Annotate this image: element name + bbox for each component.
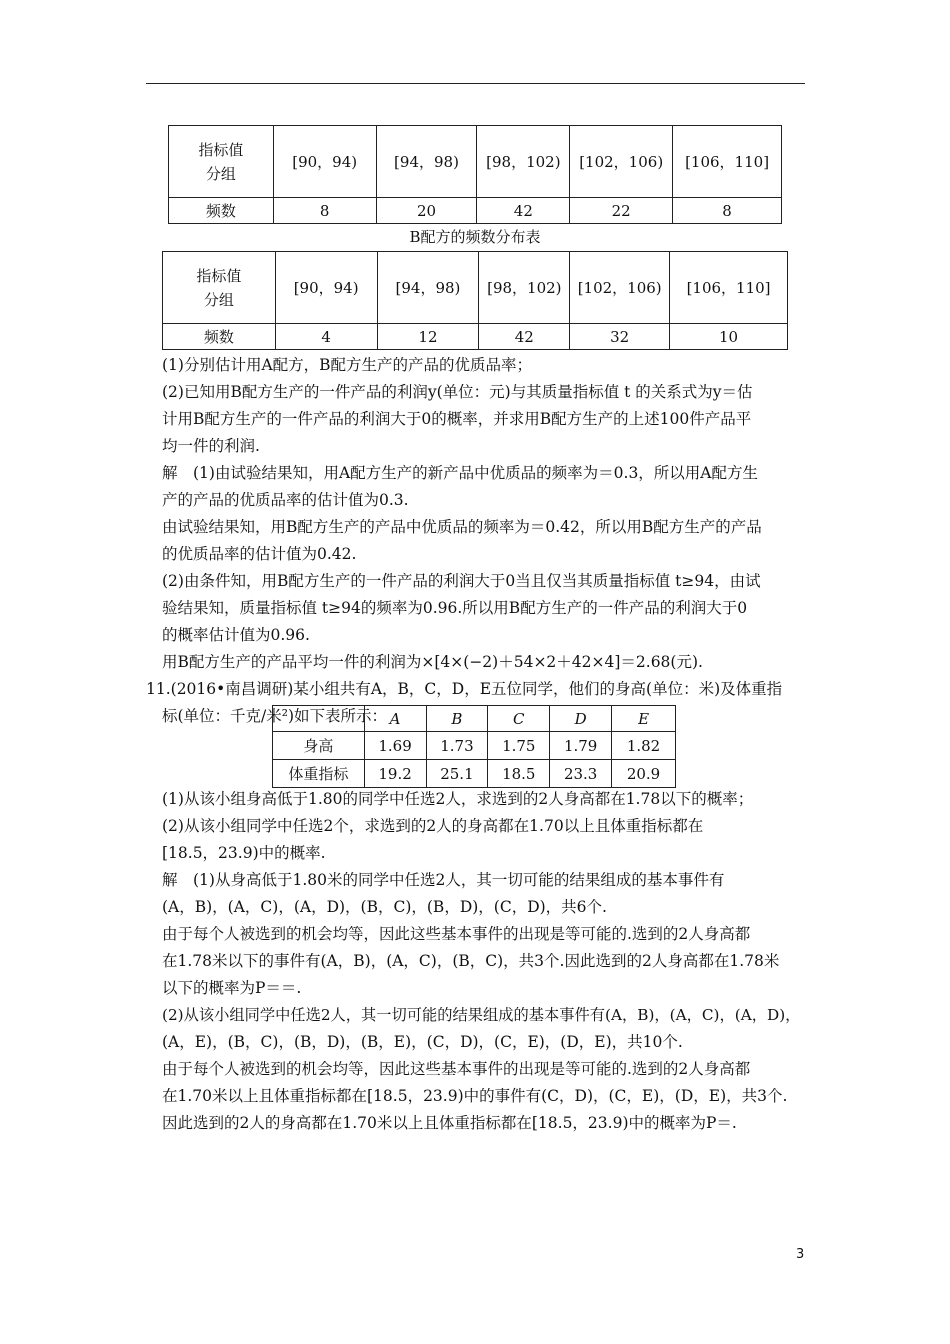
table-cell: 1.75 [488, 732, 550, 760]
text-line: 用B配方生产的产品平均一件的利润为×[4×(−2)＋54×2＋42×4]＝2.68(元). [162, 653, 703, 671]
text-line: (2)从该小组同学中任选2个，求选到的2人的身高都在1.70以上且体重指标都在 [162, 817, 704, 835]
text-line: 产的产品的优质品率的估计值为0.3. [162, 491, 409, 509]
text-line: 验结果知，质量指标值 t≥94的频率为0.96.所以用B配方生产的一件产品的利润大于0 [162, 599, 748, 617]
table-header: A [364, 706, 426, 732]
table-cell: 18.5 [488, 760, 550, 788]
table-cell: 1.82 [612, 732, 676, 760]
table-cell: 10 [670, 324, 788, 350]
table-row-label: 体重指标 [273, 760, 365, 788]
text-line: 在1.70米以上且体重指标都在[18.5，23.9)中的事件有(C，D)，(C，E)，(D，E)，共3个. [162, 1087, 788, 1105]
table-cell: 32 [570, 324, 670, 350]
text-line: (2)从该小组同学中任选2人，其一切可能的结果组成的基本事件有(A，B)，(A，C)，(A，D)， [162, 1006, 801, 1024]
table-cell: 1.69 [364, 732, 426, 760]
table-cell: 20.9 [612, 760, 676, 788]
height-weight-table [272, 705, 676, 788]
table-cell: 19.2 [364, 760, 426, 788]
header-rule [146, 83, 805, 84]
table-cell: 42 [477, 198, 570, 224]
text-line: (A，E)，(B，C)，(B，D)，(B，E)，(C，D)，(C，E)，(D，E)，共10个. [162, 1033, 683, 1051]
table-header-label: 指标值 分组 [163, 252, 276, 324]
text-line: (1)从该小组身高低于1.80的同学中任选2人，求选到的2人身高都在1.78以下的概率； [162, 790, 754, 808]
text-line: 由于每个人被选到的机会均等，因此这些基本事件的出现是等可能的.选到的2人身高都 [162, 925, 751, 943]
table-header: D [550, 706, 612, 732]
text-line: 均一件的利润. [162, 437, 260, 455]
table-cell: 4 [275, 324, 377, 350]
table-cell: [98，102) [479, 252, 570, 324]
table-cell: 8 [273, 198, 376, 224]
table-cell: [90，94) [273, 126, 376, 198]
table-cell: [94，98) [377, 252, 479, 324]
text-line: 解 (1)由试验结果知，用A配方生产的新产品中优质品的频率为＝0.3，所以用A配方生 [162, 464, 758, 482]
text-line: (1)分别估计用A配方，B配方生产的产品的优质品率； [162, 356, 533, 374]
text-line: 由试验结果知，用B配方生产的产品中优质品的频率为＝0.42，所以用B配方生产的产品 [162, 518, 762, 536]
text-line: (2)已知用B配方生产的一件产品的利润y(单位：元)与其质量指标值 t 的关系式为y＝估 [162, 383, 753, 401]
table-cell: 25.1 [426, 760, 488, 788]
table-cell: 22 [570, 198, 673, 224]
table-cell: [90，94) [275, 252, 377, 324]
table-cell: 1.79 [550, 732, 612, 760]
page-number: 3 [796, 1247, 805, 1262]
text-line: 标(单位：千克/米²)如下表所示： [162, 707, 388, 725]
problem-title: 11.(2016•南昌调研)某小组共有A，B，C，D，E五位同学，他们的身高(单位：米)及体重指 [146, 680, 783, 698]
text-line: 由于每个人被选到的机会均等，因此这些基本事件的出现是等可能的.选到的2人身高都 [162, 1060, 751, 1078]
table-cell: 8 [673, 198, 782, 224]
table-cell: [106，110] [673, 126, 782, 198]
table-header-label: 指标值 分组 [169, 126, 274, 198]
table-cell: [106，110] [670, 252, 788, 324]
table-header: E [612, 706, 676, 732]
table-cell: [102，106) [570, 252, 670, 324]
table-cell: 20 [376, 198, 477, 224]
text-line: (A，B)，(A，C)，(A，D)，(B，C)，(B，D)，(C，D)，共6个. [162, 898, 607, 916]
text-line: (2)由条件知，用B配方生产的一件产品的利润大于0当且仅当其质量指标值 t≥94，由试 [162, 572, 761, 590]
table-cell: 1.73 [426, 732, 488, 760]
table-header: B [426, 706, 488, 732]
table-cell: 23.3 [550, 760, 612, 788]
table-cell: [94，98) [376, 126, 477, 198]
table-corner [273, 706, 365, 732]
text-line: 在1.78米以下的事件有(A，B)，(A，C)，(B，C)，共3个.因此选到的2人身高都在1.78米 [162, 952, 780, 970]
text-line: 解 (1)从身高低于1.80米的同学中任选2人，其一切可能的结果组成的基本事件有 [162, 871, 725, 889]
table-header: C [488, 706, 550, 732]
table-row-label: 身高 [273, 732, 365, 760]
frequency-table-a [168, 125, 782, 224]
table-caption: B配方的频数分布表 [409, 228, 541, 246]
text-line: 的优质品率的估计值为0.42. [162, 545, 357, 563]
table-row-label: 频数 [169, 198, 274, 224]
table-cell: [98，102) [477, 126, 570, 198]
text-line: 以下的概率为P＝＝. [162, 979, 302, 997]
text-line: [18.5，23.9)中的概率. [162, 844, 326, 862]
text-line: 计用B配方生产的一件产品的利润大于0的概率，并求用B配方生产的上述100件产品平 [162, 410, 752, 428]
table-cell: 42 [479, 324, 570, 350]
table-cell: [102，106) [570, 126, 673, 198]
table-row-label: 频数 [163, 324, 276, 350]
table-cell: 12 [377, 324, 479, 350]
text-line: 的概率估计值为0.96. [162, 626, 310, 644]
text-line: 因此选到的2人的身高都在1.70米以上且体重指标都在[18.5，23.9)中的概率为P＝. [162, 1114, 737, 1132]
frequency-table-b [162, 251, 788, 350]
